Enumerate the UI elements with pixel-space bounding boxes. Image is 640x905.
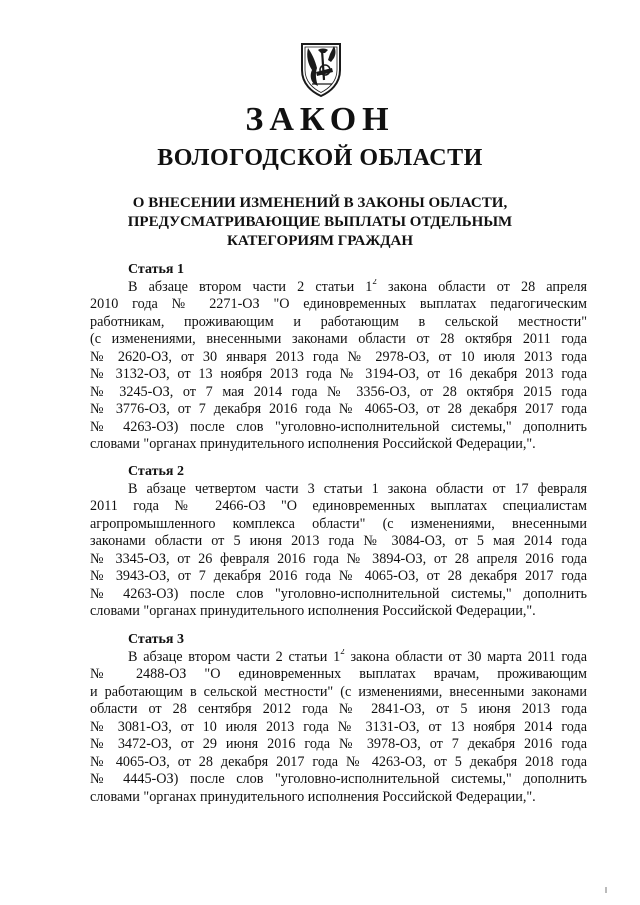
text-line: словами "органах принудительного исполнения Российской Федерации,".: [90, 436, 536, 452]
article-heading: Статья 1: [128, 262, 184, 277]
text-line: агропромышленного комплекса области" (с изменениями, внесенными: [90, 515, 587, 532]
article-heading: Статья 2: [128, 464, 184, 479]
text-fragment: закона области от 30 марта 2011 года: [344, 648, 587, 665]
text-line: работникам, проживающим и работающим в сельской местности": [90, 313, 587, 330]
text-line: 2011 года № 2466-ОЗ "О единовременных выплатах специалистам: [90, 498, 587, 514]
document-title: ЗАКОН: [245, 101, 395, 138]
text-line: № 2488-ОЗ "О единовременных выплатах врачам, проживающим: [90, 666, 587, 682]
article-heading: Статья 3: [128, 632, 184, 647]
coat-of-arms-icon: [298, 40, 344, 98]
text-line: словами "органах принудительного исполнения Российской Федерации,".: [90, 788, 536, 805]
document-subtitle: ВОЛОГОДСКОЙ ОБЛАСТИ: [157, 145, 483, 171]
superscript: 2: [340, 648, 345, 656]
text-line: области от 28 сентября 2012 года № 2841-ОЗ, от 5 июня 2013 года: [90, 701, 587, 717]
subject-line: КАТЕГОРИЯМ ГРАЖДАН: [226, 233, 414, 249]
scan-mark: [605, 887, 607, 893]
text-line: [90, 279, 587, 297]
text-fragment: закона области от 28 апреля: [376, 278, 587, 295]
text-line: и работающим в сельской местности" (с изменениями, внесенными законами: [90, 683, 587, 700]
text-line: 2010 года № 2271-ОЗ "О единовременных выплатах педагогическим: [90, 296, 587, 312]
subject-line: ПРЕДУСМАТРИВАЮЩИЕ ВЫПЛАТЫ ОТДЕЛЬНЫМ: [127, 214, 513, 230]
text-fragment: В абзаце втором части 2 статьи 1: [128, 648, 341, 665]
text-line: № 4263-ОЗ) после слов "уголовно-исполнительной системы," дополнить: [90, 418, 587, 435]
text-line: № 4065-ОЗ, от 28 декабря 2017 года № 4263-ОЗ, от 5 декабря 2018 года: [90, 753, 587, 770]
law-subject: [0, 194, 640, 251]
text-line: № 3943-ОЗ, от 7 декабря 2016 года № 4065-ОЗ, от 28 декабря 2017 года: [90, 568, 587, 584]
text-line: № 2620-ОЗ, от 30 января 2013 года № 2978-ОЗ, от 10 июля 2013 года: [90, 348, 587, 365]
text-line: № 3081-ОЗ, от 10 июля 2013 года № 3131-ОЗ, от 13 ноября 2014 года: [90, 718, 587, 735]
text-line: № 4445-ОЗ) после слов "уголовно-исполнительной системы," дополнить: [90, 771, 587, 787]
text-line: № 3132-ОЗ, от 13 ноября 2013 года № 3194-ОЗ, от 16 декабря 2013 года: [90, 366, 587, 382]
text-line: № 4263-ОЗ) после слов "уголовно-исполнительной системы," дополнить: [90, 585, 587, 602]
subject-line: О ВНЕСЕНИИ ИЗМЕНЕНИЙ В ЗАКОНЫ ОБЛАСТИ,: [132, 195, 508, 211]
text-line: № 3345-ОЗ, от 26 февраля 2016 года № 3894-ОЗ, от 28 апреля 2016 года: [90, 550, 587, 567]
article-1: [90, 261, 587, 454]
text-line: № 3245-ОЗ, от 7 мая 2014 года № 3356-ОЗ, от 28 октября 2015 года: [90, 383, 587, 400]
text-fragment: В абзаце втором части 2 статьи 1: [128, 278, 373, 295]
text-line: (с изменениями, внесенными законами области от 28 октября 2011 года: [90, 331, 587, 347]
superscript: 2: [372, 278, 377, 286]
text-line: В абзаце четвертом части 3 статьи 1 закона области от 17 февраля: [128, 480, 587, 497]
article-3: [90, 631, 587, 806]
text-line: словами "органах принудительного исполнения Российской Федерации,".: [90, 603, 536, 619]
article-2: [90, 463, 587, 621]
text-line: законами области от 5 июня 2013 года № 3084-ОЗ, от 5 мая 2014 года: [90, 533, 587, 549]
text-line: № 3776-ОЗ, от 7 декабря 2016 года № 4065-ОЗ, от 28 декабря 2017 года: [90, 401, 587, 417]
text-line: [90, 649, 587, 667]
text-line: № 3472-ОЗ, от 29 июня 2016 года № 3978-ОЗ, от 7 декабря 2016 года: [90, 736, 587, 752]
